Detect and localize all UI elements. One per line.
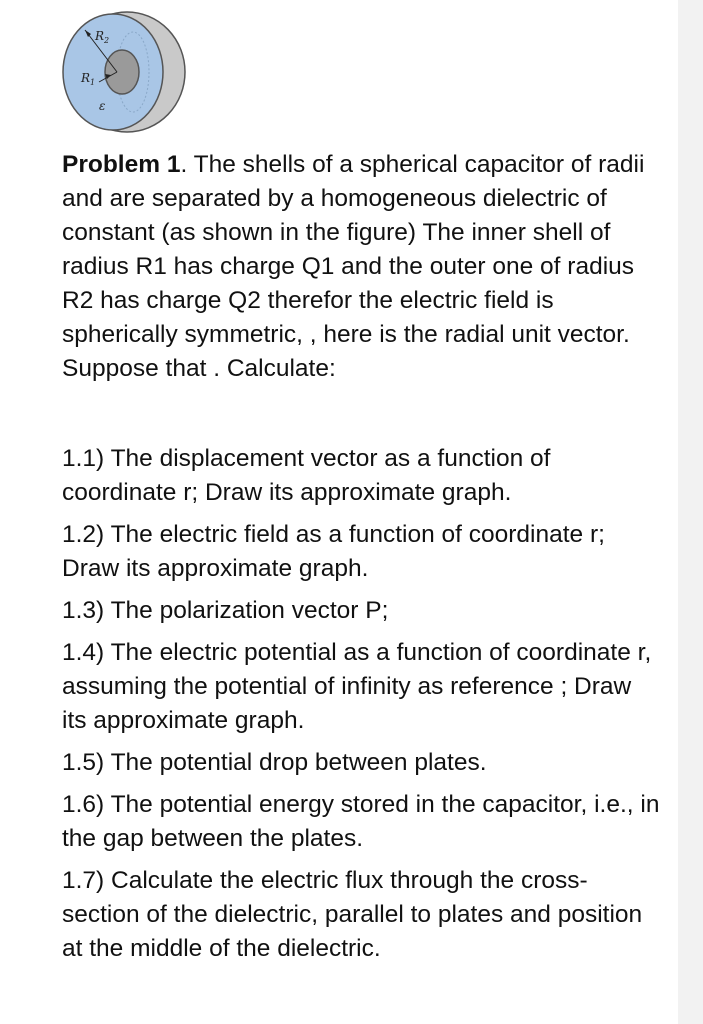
- question-1-1: 1.1) The displacement vector as a function of coordinate r; Draw its approximate graph.: [62, 445, 551, 506]
- label-r1: $R_1$: [81, 71, 96, 87]
- spherical-capacitor-figure: [55, 8, 195, 136]
- question-1-4: 1.4) The electric potential as a function of coordinate r, assuming the potential of infinity as reference ; Draw its approximate graph.: [62, 639, 652, 734]
- question-1-5: 1.5) The potential drop between plates.: [62, 749, 487, 776]
- label-epsilon: ε: [99, 99, 106, 113]
- question-1-6: 1.6) The potential energy stored in the capacitor, i.e., in the gap between the plates.: [62, 791, 660, 852]
- question-1-7: 1.7) Calculate the electric flux through the cross-section of the dielectric, parallel to plates and position at the middle of the dielectric.: [62, 867, 643, 962]
- label-r2: $R_2$: [95, 29, 110, 45]
- question-1-2: 1.2) The electric field as a function of coordinate r; Draw its approximate graph.: [62, 521, 605, 582]
- problem-content: [62, 148, 662, 974]
- problem-title: Problem 1: [62, 151, 181, 178]
- problem-statement: [62, 148, 662, 386]
- problem-statement-text: . The shells of a spherical capacitor of radii and are separated by a homogeneous dielectric of constant (as shown in the figure) The inner shell of radius R1 has charge Q1 and the outer one of radius R2 has charge Q2 therefor the electric field is spherically symmetric, , here is the radial unit vector. Suppose that . Calculate:: [62, 151, 645, 382]
- question-1-3: 1.3) The polarization vector P;: [62, 597, 389, 624]
- inner-sphere: [105, 50, 139, 94]
